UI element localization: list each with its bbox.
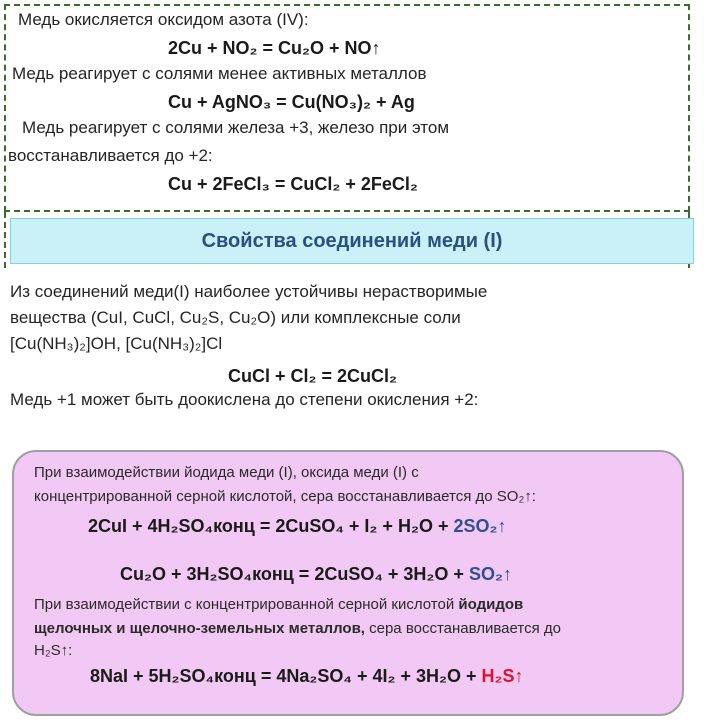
equation-main: 8NaI + 5H₂SO₄конц = 4Na₂SO₄ + 4I₂ + 3H₂O + <box>90 666 482 686</box>
paragraph-line: Медь +1 может быть доокислена до степени окисления +2: <box>10 390 479 409</box>
text-line: Медь реагирует с солями железа +3, железо при этом <box>22 118 450 137</box>
box-text-line: При взаимодействии с концентрированной серной кислотой йодидов <box>34 596 524 613</box>
text-line: восстанавливается до +2: <box>8 146 213 165</box>
gas-product: 2SO₂↑ <box>453 516 507 536</box>
paragraph-line: [Cu(NH₃)₂]OH, [Cu(NH₃)₂]Cl <box>10 334 223 353</box>
equation <box>120 564 512 585</box>
equation: Cu + 2FeCl₃ = CuCl₂ + 2FeCl₂ <box>168 174 418 194</box>
equation <box>88 516 506 537</box>
box-text-line: щелочных и щелочно-земельных металлов, сера восстанавливается до <box>34 620 561 637</box>
section-heading: Свойства соединений меди (I) <box>201 229 503 252</box>
equation: Cu + AgNO₃ = Cu(NO₃)₂ + Ag <box>168 92 415 112</box>
equation: CuCl + Cl₂ = 2CuCl₂ <box>228 366 398 386</box>
text-line: Медь реагирует с солями менее активных металлов <box>12 64 427 83</box>
paragraph-line: вещества (CuI, CuCl, Cu₂S, Cu₂O) или комплексные соли <box>10 308 461 327</box>
equation-main: Cu₂O + 3H₂SO₄конц = 2CuSO₄ + 3H₂O + <box>120 564 469 584</box>
equation <box>90 666 524 687</box>
box-text-line: концентрированной серной кислотой, сера восстанавливается до SO₂↑: <box>34 488 536 505</box>
frame-left-edge <box>4 212 6 268</box>
section-heading-banner <box>10 218 694 264</box>
box-text-line: При взаимодействии йодида меди (I), оксида меди (I) с <box>34 464 419 481</box>
equation: 2Cu + NO₂ = Cu₂O + NO↑ <box>168 38 381 58</box>
paragraph-line: Из соединений меди(I) наиболее устойчивы нерастворимые <box>10 282 488 301</box>
gas-product: H₂S↑ <box>481 666 524 686</box>
text-line: Медь окисляется оксидом азота (IV): <box>18 10 309 29</box>
equation-main: 2CuI + 4H₂SO₄конц = 2CuSO₄ + I₂ + H₂O + <box>88 516 454 536</box>
box-text-line: H₂S↑: <box>34 642 73 659</box>
gas-product: SO₂↑ <box>468 564 512 584</box>
